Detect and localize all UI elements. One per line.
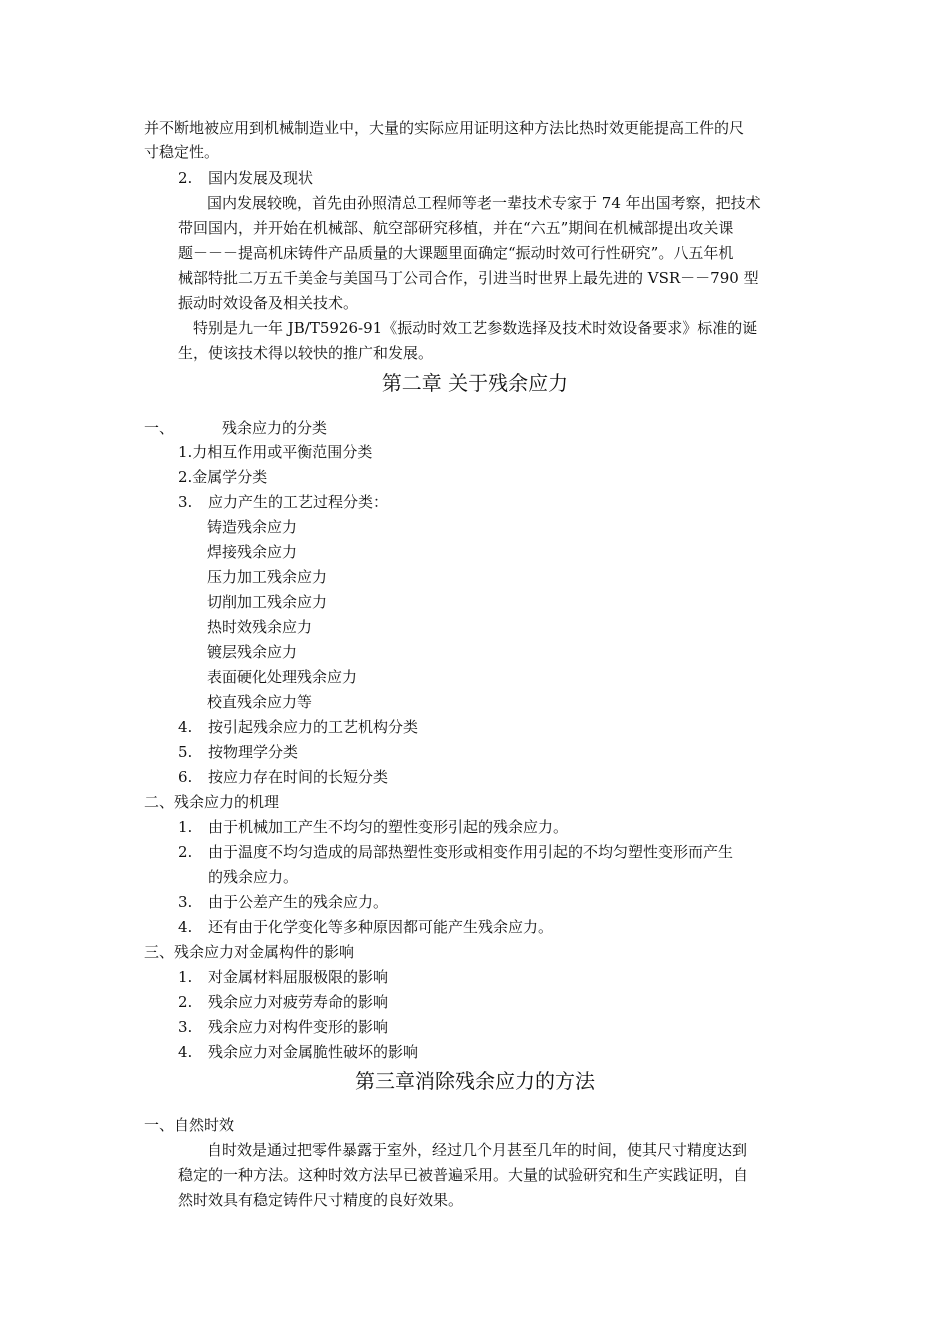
paragraph-line: 题－－－提高机床铸件产品质量的大课题里面确定“振动时效可行性研究”。八五年机 xyxy=(178,244,734,262)
list-item xyxy=(178,965,388,990)
list-item xyxy=(178,765,388,790)
list-number: 5. xyxy=(178,743,193,761)
list-text: 残余应力对构件变形的影响 xyxy=(208,1018,389,1036)
heading-text: 残余应力的分类 xyxy=(222,419,328,437)
list-number: 2. xyxy=(178,169,193,187)
list-item xyxy=(178,490,388,515)
section-heading: 一、自然时效 xyxy=(144,1116,235,1134)
paragraph-line: 然时效具有稳定铸件尺寸精度的良好效果。 xyxy=(178,1191,464,1209)
list-item xyxy=(178,1040,418,1065)
sub-list-item: 校直残余应力等 xyxy=(207,693,313,711)
paragraph-line: 械部特批二万五千美金与美国马丁公司合作，引进当时世界上最先进的 VSR－－790 型 xyxy=(178,269,759,287)
list-number: 1. xyxy=(178,818,193,836)
paragraph-line: 寸稳定性。 xyxy=(144,143,220,161)
list-number: 2. xyxy=(178,843,193,861)
list-number: 3. xyxy=(178,493,193,511)
list-text: 残余应力对疲劳寿命的影响 xyxy=(208,993,389,1011)
sub-list-item: 压力加工残余应力 xyxy=(207,568,328,586)
list-number: 4. xyxy=(178,918,193,936)
list-number: 4. xyxy=(178,1043,193,1061)
list-text: 由于公差产生的残余应力。 xyxy=(208,893,389,911)
chapter-title: 第三章消除残余应力的方法 xyxy=(355,1069,595,1093)
list-number: 3. xyxy=(178,893,193,911)
sub-list-item: 焊接残余应力 xyxy=(207,543,298,561)
paragraph-line: 国内发展较晚，首先由孙照清总工程师等老一辈技术专家于 74 年出国考察，把技术 xyxy=(207,194,761,212)
section-number: 一、 xyxy=(144,419,175,437)
list-number: 1. xyxy=(178,968,193,986)
list-text: 由于机械加工产生不均匀的塑性变形引起的残余应力。 xyxy=(208,818,569,836)
list-number: 6. xyxy=(178,768,193,786)
sub-list-item: 切削加工残余应力 xyxy=(207,593,328,611)
list-item xyxy=(178,990,388,1015)
list-item xyxy=(178,715,418,740)
sub-list-item: 镀层残余应力 xyxy=(207,643,298,661)
list-text: 应力产生的工艺过程分类： xyxy=(208,493,389,511)
list-item xyxy=(178,815,568,840)
list-item xyxy=(178,740,298,765)
section-heading: 二、残余应力的机理 xyxy=(144,793,280,811)
list-item xyxy=(178,915,553,940)
list-text: 由于温度不均匀造成的局部热塑性变形或相变作用引起的不均匀塑性变形而产生 xyxy=(208,843,734,861)
list-item xyxy=(178,840,733,865)
sub-list-item: 热时效残余应力 xyxy=(207,618,313,636)
list-text: 按引起残余应力的工艺机构分类 xyxy=(208,718,419,736)
chapter-title: 第二章 关于残余应力 xyxy=(381,371,569,395)
sub-list-item: 铸造残余应力 xyxy=(207,518,298,536)
list-item: 1.力相互作用或平衡范围分类 xyxy=(178,443,373,461)
paragraph-line: 振动时效设备及相关技术。 xyxy=(178,294,359,312)
paragraph-line: 自时效是通过把零件暴露于室外，经过几个月甚至几年的时间，使其尺寸精度达到 xyxy=(207,1141,748,1159)
section-heading: 三、残余应力对金属构件的影响 xyxy=(144,943,355,961)
list-text: 的残余应力。 xyxy=(208,868,299,886)
list-item xyxy=(178,865,298,890)
list-item: 2.金属学分类 xyxy=(178,468,268,486)
list-text: 对金属材料屈服极限的影响 xyxy=(208,968,389,986)
list-number: 3. xyxy=(178,1018,193,1036)
sub-list-item: 表面硬化处理残余应力 xyxy=(207,668,358,686)
heading-text: 国内发展及现状 xyxy=(208,169,314,187)
list-text: 按应力存在时间的长短分类 xyxy=(208,768,389,786)
list-item xyxy=(178,1015,388,1040)
paragraph-line: 稳定的一种方法。这种时效方法早已被普遍采用。大量的试验研究和生产实践证明，自 xyxy=(178,1166,749,1184)
section-heading xyxy=(144,416,327,441)
section-heading xyxy=(178,166,313,191)
paragraph-line: 特别是九一年 JB/T5926-91《振动时效工艺参数选择及技术时效设备要求》标准的诞 xyxy=(193,319,758,337)
list-item xyxy=(178,890,388,915)
list-number: 4. xyxy=(178,718,193,736)
paragraph-line: 带回国内，并开始在机械部、航空部研究移植，并在“六五”期间在机械部提出攻关课 xyxy=(178,219,734,237)
paragraph-line: 生，使该技术得以较快的推广和发展。 xyxy=(178,344,434,362)
list-text: 按物理学分类 xyxy=(208,743,299,761)
list-text: 还有由于化学变化等多种原因都可能产生残余应力。 xyxy=(208,918,554,936)
list-number: 2. xyxy=(178,993,193,1011)
list-text: 残余应力对金属脆性破坏的影响 xyxy=(208,1043,419,1061)
paragraph-line: 并不断地被应用到机械制造业中，大量的实际应用证明这种方法比热时效更能提高工件的尺 xyxy=(144,119,745,137)
